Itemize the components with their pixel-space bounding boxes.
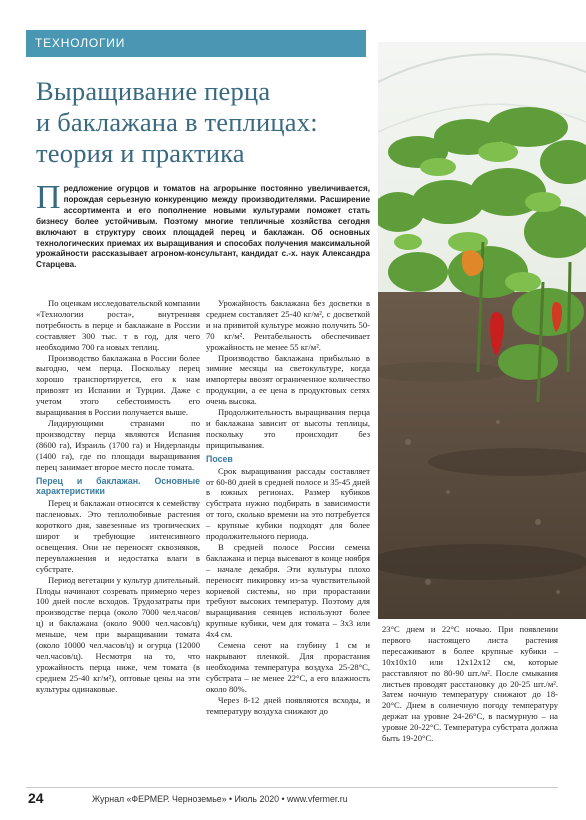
paragraph: Урожайность баклажана без досветки в среднем составляет 25-40 кг/м², с досветкой и на привитой культуре можно получить 50-70 кг/м². Рентабельность обеспечивает урожайность не менее 55 кг/м². [206,298,370,352]
lead-paragraph [36,179,370,271]
greenhouse-pepper-photo [378,42,586,619]
paragraph: Период вегетации у культур длительный. Плоды начинают созревать примерно через 100 дней после всходов. Трудозатраты при производстве перца (около 7000 чел.часов/ц) и баклажана (около 9000 чел.часов/ц) меньше, чем при выращивании томата (около 10000 чел.часов/ц) и огурца (12000 чел.часов/ц). Несмотря на то, что урожайность перца ниже, чем томата (в среднем 25-40 кг/м²), оптовые цены на эти культуры одинаковые. [36,574,200,694]
title-line: и баклажана в теплицах: [36,107,318,137]
paragraph: Продолжительность выращивания перца и баклажана зависит от высоты теплицы, поскольку это происходит без прищипывания. [206,407,370,450]
paragraph: Производство баклажана прибыльно в зимние месяцы на светокультуре, когда импортеры ввозят ограниченное количество продукции, а ее цена в продуктовых сетях очень высока. [206,352,370,407]
title-line: теория и практика [36,138,245,168]
paragraph: Лидирующими странами по производству перца являются Испания (8600 га), Израиль (1700 га) и Нидерланды (1400 га), где по площади выращивания перец занимает второе место после томата. [36,417,200,472]
article-title [36,76,376,169]
paragraph: Срок выращивания рассады составляет от 60-80 дней в средней полосе и 35-45 дней в южных регионах. Размер кубиков субстрата нужно подбирать в зависимости от того, сколько времени на это потребуется – крупные кубики подходят для более продолжительного периода. [206,465,370,542]
section-heading: Посев [206,453,233,464]
paragraph: Через 8-12 дней появляются всходы, и температуру воздуха снижают до [206,694,370,716]
title-line: Выращивание перца [36,76,271,106]
paragraph: Производство баклажана в России более выгодно, чем перца. Поскольку перец хорошо транспортируется, его к нам привозят из Испании и Турции. Даже с учетом этого себестоимость его выращивания в России получается выше. [36,352,200,418]
page-number: 24 [28,790,44,806]
drop-cap: П [36,179,61,216]
paragraph: 23°С днем и 22°С ночью. При появлении первого настоящего листа растения пересаживают в более крупные кубики – 10х10х10 или 12х12х12 см, которые расставляют по 80-90 шт./м². После смыкания листьев проводят расстановку до 20-25 шт./м². Затем ночную температуру снижают до 18-20°С. Днем в солнечную погоду температуру держат на уровне 24-26°С, в пасмурную – на уровне 20-22°С. Температура субстрата должна быть 19-20°С. [382,624,558,744]
paragraph: Семена сеют на глубину 1 см и накрывают пленкой. Для прорастания необходима температура воздуха 25-28°С, субстрата – не менее 22°С, а его влажность около 80%. [206,640,370,694]
paragraph: Перец и баклажан относятся к семейству пасленовых. Это теплолюбивые растения короткого дня, завезенные из тропических широт и требующие интенсивного освещения. Они не переносят сквозняков, переувлажнения и недостатка влаги в субстрате. [36,498,200,574]
paragraph: В средней полосе России семена баклажана и перца высевают в конце ноября – начале декабря. Эти культуры плохо переносят пикировку из-за чувствительной корневой системы, но при прорастании требуют высоких температур. Поэтому для выращивания сеянцев используют более крупные кубики, чем для томата – 3х3 или 4х4 см. [206,541,370,640]
lead-text: редложение огурцов и томатов на агрорынке постоянно увеличивается, порождая серьезную конкуренцию между производителями. Расширение ассортимента и его пополнение новыми культурами поможет стать бизнесу более устойчивым. Поэтому многие тепличные хозяйства сегодня включают в структуру своих площадей перец и баклажан. Об основных технологических приемах их выращивания и способах получения максимальной урожайности рассказывает агроном-консультант, кандидат с.-х. наук Александра Старцева. [36,184,370,270]
rubric-label: ТЕХНОЛОГИИ [35,36,126,50]
section-heading: Перец и баклажан. Основные характеристики [36,475,200,497]
text-column-1 [36,298,200,695]
text-column-2 [206,298,370,716]
top-strip [0,0,586,14]
photo-illustration [378,42,586,619]
footer-credits: Журнал «ФЕРМЕР. Черноземье» • Июль 2020 • www.vfermer.ru [92,794,348,804]
text-column-3 [382,624,558,744]
footer-divider [26,787,558,788]
paragraph: По оценкам исследовательской компании «Технологии роста», внутренняя потребность в перце и баклажане в России составляет 300 тыс. т в год, для чего необходимо 700 га новых теплиц. [36,298,200,352]
section-rubric [26,30,366,57]
